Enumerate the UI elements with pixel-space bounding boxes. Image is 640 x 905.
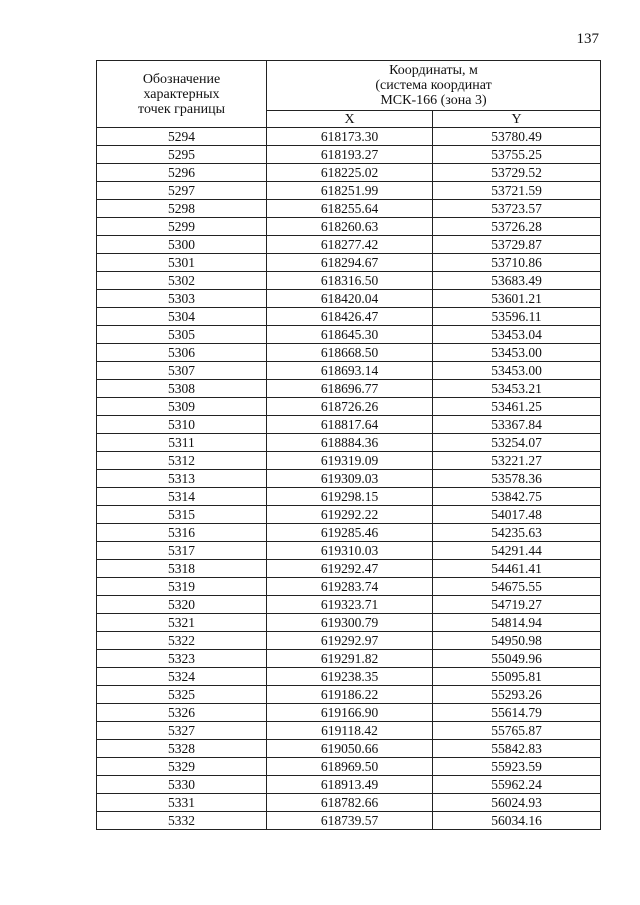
point-id-cell: 5330 bbox=[97, 776, 267, 794]
table-header bbox=[97, 61, 601, 128]
table-row bbox=[97, 668, 601, 686]
table-row bbox=[97, 308, 601, 326]
y-coordinate-cell: 53367.84 bbox=[433, 416, 601, 434]
table-row bbox=[97, 272, 601, 290]
y-coordinate-cell: 54675.55 bbox=[433, 578, 601, 596]
point-id-cell: 5327 bbox=[97, 722, 267, 740]
y-coordinate-cell: 53755.25 bbox=[433, 146, 601, 164]
point-id-cell: 5315 bbox=[97, 506, 267, 524]
x-coordinate-cell: 619309.03 bbox=[267, 470, 433, 488]
point-id-cell: 5300 bbox=[97, 236, 267, 254]
y-coordinate-cell: 53221.27 bbox=[433, 452, 601, 470]
y-coordinate-cell: 54719.27 bbox=[433, 596, 601, 614]
table-row bbox=[97, 218, 601, 236]
x-coordinate-cell: 618225.02 bbox=[267, 164, 433, 182]
table-row bbox=[97, 182, 601, 200]
y-coordinate-cell: 53601.21 bbox=[433, 290, 601, 308]
header-point-designation bbox=[97, 61, 267, 128]
table-row bbox=[97, 722, 601, 740]
x-coordinate-cell: 618969.50 bbox=[267, 758, 433, 776]
x-coordinate-cell: 619292.47 bbox=[267, 560, 433, 578]
header-point-line-2: характерных bbox=[143, 86, 220, 102]
x-coordinate-cell: 618739.57 bbox=[267, 812, 433, 830]
point-id-cell: 5294 bbox=[97, 128, 267, 146]
x-coordinate-cell: 618420.04 bbox=[267, 290, 433, 308]
header-point-line-3: точек границы bbox=[138, 101, 225, 117]
x-coordinate-cell: 619283.74 bbox=[267, 578, 433, 596]
point-id-cell: 5318 bbox=[97, 560, 267, 578]
x-coordinate-cell: 618316.50 bbox=[267, 272, 433, 290]
table-row bbox=[97, 794, 601, 812]
point-id-cell: 5305 bbox=[97, 326, 267, 344]
table-row bbox=[97, 344, 601, 362]
x-coordinate-cell: 619166.90 bbox=[267, 704, 433, 722]
point-id-cell: 5324 bbox=[97, 668, 267, 686]
point-id-cell: 5306 bbox=[97, 344, 267, 362]
y-coordinate-cell: 54017.48 bbox=[433, 506, 601, 524]
x-coordinate-cell: 619291.82 bbox=[267, 650, 433, 668]
table-row bbox=[97, 686, 601, 704]
table-row bbox=[97, 578, 601, 596]
x-coordinate-cell: 618693.14 bbox=[267, 362, 433, 380]
x-coordinate-cell: 618277.42 bbox=[267, 236, 433, 254]
y-coordinate-cell: 53453.04 bbox=[433, 326, 601, 344]
table-row bbox=[97, 416, 601, 434]
point-id-cell: 5310 bbox=[97, 416, 267, 434]
point-id-cell: 5326 bbox=[97, 704, 267, 722]
header-point-line-1: Обозначение bbox=[142, 71, 221, 87]
point-id-cell: 5304 bbox=[97, 308, 267, 326]
y-coordinate-cell: 55962.24 bbox=[433, 776, 601, 794]
header-x: X bbox=[267, 111, 433, 128]
point-id-cell: 5320 bbox=[97, 596, 267, 614]
point-id-cell: 5297 bbox=[97, 182, 267, 200]
table-row bbox=[97, 758, 601, 776]
table-row bbox=[97, 398, 601, 416]
table-row bbox=[97, 812, 601, 830]
y-coordinate-cell: 55095.81 bbox=[433, 668, 601, 686]
y-coordinate-cell: 56024.93 bbox=[433, 794, 601, 812]
point-id-cell: 5323 bbox=[97, 650, 267, 668]
table-row bbox=[97, 290, 601, 308]
x-coordinate-cell: 619310.03 bbox=[267, 542, 433, 560]
table-row bbox=[97, 236, 601, 254]
x-coordinate-cell: 619323.71 bbox=[267, 596, 433, 614]
table-row bbox=[97, 200, 601, 218]
table-row bbox=[97, 434, 601, 452]
y-coordinate-cell: 53453.21 bbox=[433, 380, 601, 398]
y-coordinate-cell: 55765.87 bbox=[433, 722, 601, 740]
x-coordinate-cell: 618913.49 bbox=[267, 776, 433, 794]
point-id-cell: 5332 bbox=[97, 812, 267, 830]
x-coordinate-cell: 618726.26 bbox=[267, 398, 433, 416]
point-id-cell: 5313 bbox=[97, 470, 267, 488]
coordinates-table bbox=[96, 60, 601, 830]
y-coordinate-cell: 54291.44 bbox=[433, 542, 601, 560]
point-id-cell: 5299 bbox=[97, 218, 267, 236]
x-coordinate-cell: 618782.66 bbox=[267, 794, 433, 812]
header-coords-line-1: Координаты, м bbox=[389, 63, 478, 78]
x-coordinate-cell: 619238.35 bbox=[267, 668, 433, 686]
point-id-cell: 5322 bbox=[97, 632, 267, 650]
y-coordinate-cell: 54461.41 bbox=[433, 560, 601, 578]
point-id-cell: 5331 bbox=[97, 794, 267, 812]
point-id-cell: 5312 bbox=[97, 452, 267, 470]
point-id-cell: 5316 bbox=[97, 524, 267, 542]
x-coordinate-cell: 618668.50 bbox=[267, 344, 433, 362]
table-row bbox=[97, 488, 601, 506]
table-row bbox=[97, 452, 601, 470]
y-coordinate-cell: 55842.83 bbox=[433, 740, 601, 758]
table-row bbox=[97, 776, 601, 794]
point-id-cell: 5307 bbox=[97, 362, 267, 380]
header-coords-line-3: МСК-166 (зона 3) bbox=[380, 93, 487, 108]
y-coordinate-cell: 55923.59 bbox=[433, 758, 601, 776]
y-coordinate-cell: 54814.94 bbox=[433, 614, 601, 632]
x-coordinate-cell: 618426.47 bbox=[267, 308, 433, 326]
table-row bbox=[97, 164, 601, 182]
x-coordinate-cell: 619118.42 bbox=[267, 722, 433, 740]
header-coords-line-2: (система координат bbox=[375, 78, 492, 93]
point-id-cell: 5295 bbox=[97, 146, 267, 164]
table-row bbox=[97, 740, 601, 758]
x-coordinate-cell: 619300.79 bbox=[267, 614, 433, 632]
table-row bbox=[97, 326, 601, 344]
x-coordinate-cell: 619186.22 bbox=[267, 686, 433, 704]
table-row bbox=[97, 254, 601, 272]
point-id-cell: 5308 bbox=[97, 380, 267, 398]
table-row bbox=[97, 380, 601, 398]
x-coordinate-cell: 619319.09 bbox=[267, 452, 433, 470]
x-coordinate-cell: 618884.36 bbox=[267, 434, 433, 452]
point-id-cell: 5298 bbox=[97, 200, 267, 218]
y-coordinate-cell: 53596.11 bbox=[433, 308, 601, 326]
point-id-cell: 5303 bbox=[97, 290, 267, 308]
y-coordinate-cell: 53842.75 bbox=[433, 488, 601, 506]
table-row bbox=[97, 704, 601, 722]
table-row bbox=[97, 632, 601, 650]
point-id-cell: 5301 bbox=[97, 254, 267, 272]
point-id-cell: 5321 bbox=[97, 614, 267, 632]
point-id-cell: 5296 bbox=[97, 164, 267, 182]
y-coordinate-cell: 53254.07 bbox=[433, 434, 601, 452]
y-coordinate-cell: 53578.36 bbox=[433, 470, 601, 488]
point-id-cell: 5314 bbox=[97, 488, 267, 506]
point-id-cell: 5325 bbox=[97, 686, 267, 704]
point-id-cell: 5309 bbox=[97, 398, 267, 416]
table-row bbox=[97, 596, 601, 614]
x-coordinate-cell: 619285.46 bbox=[267, 524, 433, 542]
x-coordinate-cell: 618255.64 bbox=[267, 200, 433, 218]
table-row bbox=[97, 542, 601, 560]
x-coordinate-cell: 618260.63 bbox=[267, 218, 433, 236]
table-row bbox=[97, 506, 601, 524]
y-coordinate-cell: 55293.26 bbox=[433, 686, 601, 704]
y-coordinate-cell: 53461.25 bbox=[433, 398, 601, 416]
point-id-cell: 5302 bbox=[97, 272, 267, 290]
point-id-cell: 5319 bbox=[97, 578, 267, 596]
table-row bbox=[97, 560, 601, 578]
x-coordinate-cell: 618817.64 bbox=[267, 416, 433, 434]
point-id-cell: 5311 bbox=[97, 434, 267, 452]
y-coordinate-cell: 54235.63 bbox=[433, 524, 601, 542]
table-row bbox=[97, 524, 601, 542]
y-coordinate-cell: 53710.86 bbox=[433, 254, 601, 272]
x-coordinate-cell: 618645.30 bbox=[267, 326, 433, 344]
y-coordinate-cell: 53723.57 bbox=[433, 200, 601, 218]
point-id-cell: 5317 bbox=[97, 542, 267, 560]
x-coordinate-cell: 618193.27 bbox=[267, 146, 433, 164]
y-coordinate-cell: 53721.59 bbox=[433, 182, 601, 200]
x-coordinate-cell: 619292.97 bbox=[267, 632, 433, 650]
y-coordinate-cell: 53729.87 bbox=[433, 236, 601, 254]
header-coordinates bbox=[267, 61, 601, 111]
page-number: 137 bbox=[576, 31, 599, 47]
table-row bbox=[97, 128, 601, 146]
y-coordinate-cell: 53726.28 bbox=[433, 218, 601, 236]
x-coordinate-cell: 619292.22 bbox=[267, 506, 433, 524]
y-coordinate-cell: 53453.00 bbox=[433, 344, 601, 362]
x-coordinate-cell: 618251.99 bbox=[267, 182, 433, 200]
x-coordinate-cell: 619050.66 bbox=[267, 740, 433, 758]
point-id-cell: 5328 bbox=[97, 740, 267, 758]
table-row bbox=[97, 650, 601, 668]
y-coordinate-cell: 53453.00 bbox=[433, 362, 601, 380]
y-coordinate-cell: 53780.49 bbox=[433, 128, 601, 146]
y-coordinate-cell: 54950.98 bbox=[433, 632, 601, 650]
y-coordinate-cell: 55614.79 bbox=[433, 704, 601, 722]
table-row bbox=[97, 362, 601, 380]
y-coordinate-cell: 53729.52 bbox=[433, 164, 601, 182]
y-coordinate-cell: 53683.49 bbox=[433, 272, 601, 290]
y-coordinate-cell: 55049.96 bbox=[433, 650, 601, 668]
y-coordinate-cell: 56034.16 bbox=[433, 812, 601, 830]
table-row bbox=[97, 614, 601, 632]
table-body bbox=[97, 128, 601, 830]
x-coordinate-cell: 618173.30 bbox=[267, 128, 433, 146]
x-coordinate-cell: 619298.15 bbox=[267, 488, 433, 506]
x-coordinate-cell: 618294.67 bbox=[267, 254, 433, 272]
table-row bbox=[97, 470, 601, 488]
table-row bbox=[97, 146, 601, 164]
point-id-cell: 5329 bbox=[97, 758, 267, 776]
header-y: Y bbox=[433, 111, 601, 128]
x-coordinate-cell: 618696.77 bbox=[267, 380, 433, 398]
